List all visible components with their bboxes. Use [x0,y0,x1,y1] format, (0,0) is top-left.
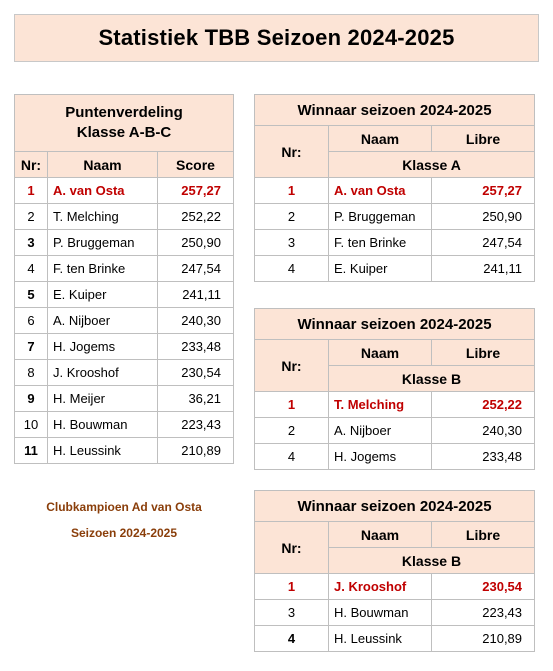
row-naam: P. Bruggeman [329,204,432,230]
row-nr: 1 [255,574,329,600]
row-nr: 6 [15,308,48,334]
winnaar-b-table [254,308,535,470]
punten-title-line1: Puntenverdeling [65,104,183,121]
row-libre: 223,43 [432,600,535,626]
row-naam: H. Leussink [329,626,432,652]
col-header-naam: Naam [329,126,432,152]
club-champion-line2: Seizoen 2024-2025 [70,526,178,540]
table-row [255,626,535,652]
row-libre: 250,90 [432,204,535,230]
table-row [255,574,535,600]
table-row [255,418,535,444]
row-nr: 1 [15,178,48,204]
col-header-nr: Nr: [15,152,48,178]
row-naam: J. Krooshof [329,574,432,600]
klasse-label: Klasse B [329,366,535,392]
row-nr: 3 [15,230,48,256]
col-header-libre: Libre [432,340,535,366]
row-score: 250,90 [158,230,234,256]
row-naam: A. Nijboer [329,418,432,444]
row-nr: 7 [15,334,48,360]
row-naam: T. Melching [329,392,432,418]
col-header-naam: Naam [329,522,432,548]
row-nr: 3 [255,230,329,256]
table-row [15,308,234,334]
row-nr: 4 [255,444,329,470]
row-libre: 210,89 [432,626,535,652]
row-nr: 1 [255,178,329,204]
page-banner [14,14,539,62]
row-score: 223,43 [158,412,234,438]
col-header-nr: Nr: [255,522,329,574]
punten-title [15,95,234,152]
col-header-libre: Libre [432,522,535,548]
col-header-nr: Nr: [255,126,329,178]
table-row [255,256,535,282]
table-row [15,412,234,438]
row-nr: 4 [255,256,329,282]
row-libre: 240,30 [432,418,535,444]
winnaar-c-table [254,490,535,652]
row-libre: 247,54 [432,230,535,256]
row-naam: A. van Osta [329,178,432,204]
winnaar-a-title: Winnaar seizoen 2024-2025 [255,95,535,126]
row-nr: 3 [255,600,329,626]
table-row [255,600,535,626]
winnaar-c-header-row [255,522,535,548]
club-champion-line1: Clubkampioen Ad van Osta [46,500,202,514]
row-naam: E. Kuiper [48,282,158,308]
table-row [255,204,535,230]
col-header-naam: Naam [329,340,432,366]
row-naam: T. Melching [48,204,158,230]
punten-title-line2: Klasse A-B-C [76,124,172,141]
klasse-label: Klasse B [329,548,535,574]
winnaar-b-title: Winnaar seizoen 2024-2025 [255,309,535,340]
row-naam: H. Jogems [329,444,432,470]
club-champion-note [14,494,234,546]
winnaar-a-header-row [255,126,535,152]
row-naam: H. Leussink [48,438,158,464]
row-score: 240,30 [158,308,234,334]
row-nr: 8 [15,360,48,386]
col-header-score: Score [158,152,234,178]
row-score: 233,48 [158,334,234,360]
table-row [255,178,535,204]
row-score: 257,27 [158,178,234,204]
row-nr: 2 [255,418,329,444]
punten-title-row [15,95,234,152]
row-naam: F. ten Brinke [48,256,158,282]
table-row [15,204,234,230]
table-row [15,178,234,204]
row-naam: E. Kuiper [329,256,432,282]
winnaar-a-title-row [255,95,535,126]
row-nr: 4 [255,626,329,652]
row-nr: 1 [255,392,329,418]
winnaar-b-title-row [255,309,535,340]
row-score: 230,54 [158,360,234,386]
row-libre: 241,11 [432,256,535,282]
row-libre: 230,54 [432,574,535,600]
winnaar-c-title: Winnaar seizoen 2024-2025 [255,491,535,522]
winnaar-b-header-row [255,340,535,366]
col-header-naam: Naam [48,152,158,178]
row-naam: H. Meijer [48,386,158,412]
punten-table [14,94,234,464]
row-libre: 257,27 [432,178,535,204]
row-naam: A. Nijboer [48,308,158,334]
table-row [15,282,234,308]
row-naam: P. Bruggeman [48,230,158,256]
table-row [15,438,234,464]
table-row [255,392,535,418]
table-row [15,334,234,360]
col-header-libre: Libre [432,126,535,152]
row-libre: 233,48 [432,444,535,470]
row-nr: 4 [15,256,48,282]
punten-header-row [15,152,234,178]
row-score: 36,21 [158,386,234,412]
row-naam: A. van Osta [48,178,158,204]
row-nr: 2 [255,204,329,230]
row-nr: 2 [15,204,48,230]
winnaar-a-table [254,94,535,282]
row-naam: H. Jogems [48,334,158,360]
table-row [255,444,535,470]
table-row [15,360,234,386]
row-nr: 11 [15,438,48,464]
row-nr: 9 [15,386,48,412]
table-row [15,230,234,256]
row-naam: H. Bouwman [329,600,432,626]
row-libre: 252,22 [432,392,535,418]
winnaar-c-title-row [255,491,535,522]
page-title: Statistiek TBB Seizoen 2024-2025 [98,25,455,50]
row-naam: H. Bouwman [48,412,158,438]
row-nr: 5 [15,282,48,308]
col-header-nr: Nr: [255,340,329,392]
row-score: 210,89 [158,438,234,464]
table-row [255,230,535,256]
row-nr: 10 [15,412,48,438]
klasse-label: Klasse A [329,152,535,178]
row-naam: J. Krooshof [48,360,158,386]
table-row [15,256,234,282]
row-score: 247,54 [158,256,234,282]
row-score: 252,22 [158,204,234,230]
row-score: 241,11 [158,282,234,308]
row-naam: F. ten Brinke [329,230,432,256]
table-row [15,386,234,412]
